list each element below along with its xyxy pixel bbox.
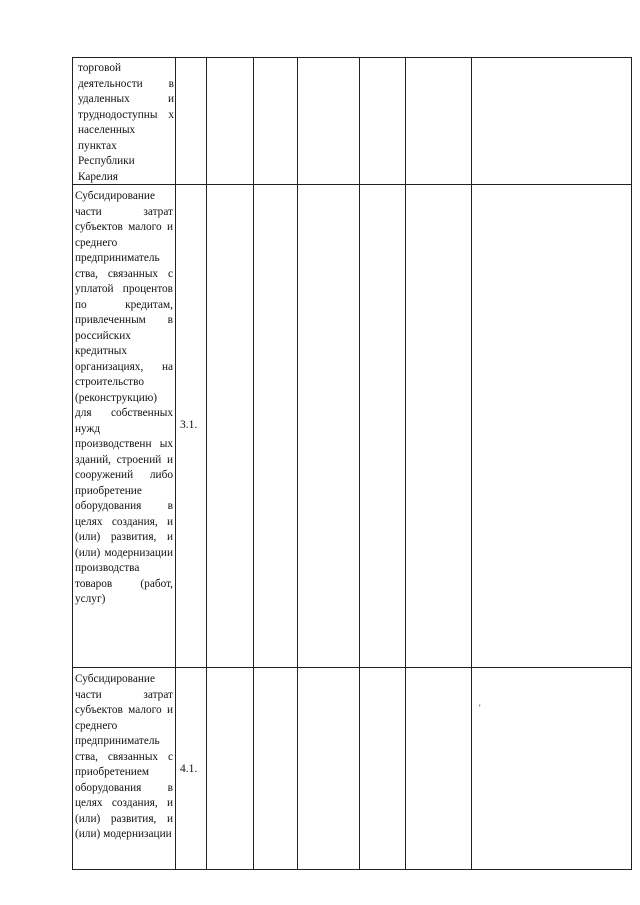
stray-mark: ' — [479, 703, 481, 713]
table-row-2-number: 3.1. — [180, 419, 198, 431]
table-row-3-number: 4.1. — [180, 763, 198, 775]
table-row-2-description: Субсидирование части затрат субъектов малого и среднего предприниматель ства, связанных с уплатой процентов по кредитам, привлеченным в российских кредитных организациях, на строительство (реконструкцию) для собственных нужд производственн ых зданий, строений и сооружений либо приобретение оборудования в целях создания, и (или) развития, и (или) модернизации производства товаров (работ, услуг) — [75, 190, 173, 605]
table-row-3-description: Субсидирование части затрат субъектов малого и среднего предприниматель ства, связанных с приобретением оборудования в целях создания, и (или) развития, и (или) модернизации — [75, 673, 173, 840]
table-row-1-description: торговой деятельности в удаленных и труднодоступны х населенных пунктах Республики Карелия — [78, 62, 174, 183]
